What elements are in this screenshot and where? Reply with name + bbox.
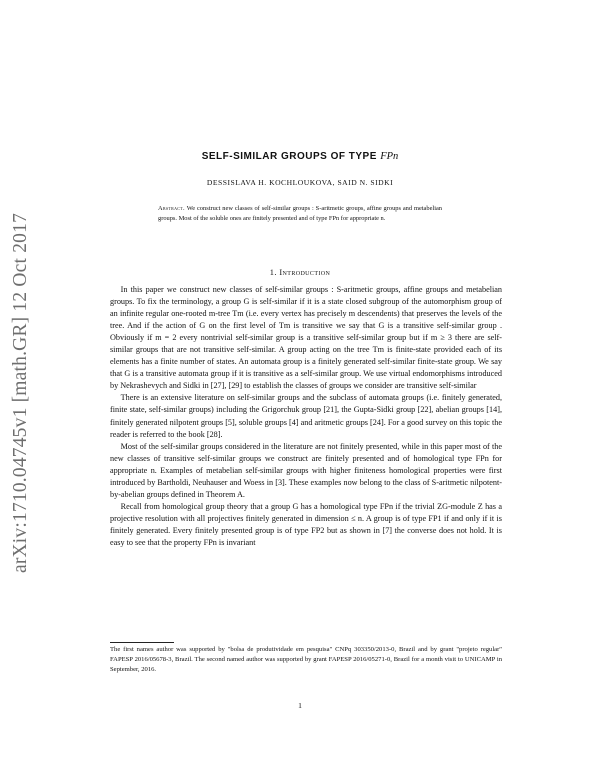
paragraph: In this paper we construct new classes of self-similar groups : S-aritmetic groups, affine groups and metabelian groups. To fix the terminology, a group G is self-similar if it is a state closed subgroup of the automorphism group of an infinite regular one-rooted m-tree Tm (i.e. every vertex has precisely m descendents) that preserves the levels of the tree. And if the action of G on the first level of Tm is transitive we say that G is a transitive self-similar group . Obviously if m = 2 every nontrivial self-similar group is a transitive self-similar group but if m ≥ 3 there are self-similar groups that are not transitive self-similar. A group acting on the tree Tm is finite-state provided each of its elements has a finite number of states. An automata group is a finitely generated self-similar finite-state group. We say that G is a transitive automata group if it is transitive as a self-similar group. We use virtual endomorphisms introduced by Nekrashevych and Sidki in [27], [29] to establish the classes of groups we consider are transitive self-similar xyxy=(110,285,502,391)
paper-authors: DESSISLAVA H. KOCHLOUKOVA, SAID N. SIDKI xyxy=(206,178,394,187)
abstract-text: We construct new classes of self-similar groups : S-aritmetic groups, affine groups and metabelian groups. Most of the soluble ones are finitely presented and of type FPn for appropriate n. xyxy=(158,205,443,222)
footnote: The first names author was supported by "bolsa de produtividade em pesquisa" CNPq 303350/2013-0, Brazil and by grant "projeto regular" FAPESP 2016/05678-3, Brazil. The second named author was supported by grant FAPESP 2016/05271-0, Brazil for a month visit to UNICAMP in September, 2016. xyxy=(110,646,502,674)
body-text xyxy=(110,284,502,549)
paragraph: Recall from homological group theory that a group G has a homological type FPn if the trivial ZG-module Z has a projective resolution with all projectives finitely generated in dimension ≤ n. A group is of type FP1 if and only if it is finitely generated. Every finitely presented group is of type FP2 but as shown in [7] the converse does not hold. It is easy to see that the property FPn is invariant xyxy=(110,501,502,547)
paper-title-type: FPn xyxy=(380,151,399,162)
paper-title-main: SELF-SIMILAR GROUPS OF TYPE xyxy=(201,151,377,162)
abstract xyxy=(158,204,442,224)
arxiv-identifier-text: arXiv:1710.04745v1 [math.GR] 12 Oct 2017 xyxy=(10,212,32,574)
section-heading xyxy=(100,268,500,277)
paragraph: There is an extensive literature on self-similar groups and the subclass of automata groups (i.e. finitely generated, finite state, self-similar groups) including the Grigorchuk group [21], the Gupta-Sidki group [22], abelian groups [14], finitely generated nilpotent groups [5], soluble groups [4] and aritmetic groups [24]. For a good survey on this topic the reader is referred to the book [28]. xyxy=(110,393,502,439)
abstract-label: Abstract. xyxy=(158,205,185,212)
section-title: Introduction xyxy=(279,268,331,277)
arxiv-identifier-stamp xyxy=(4,178,38,608)
paragraph: Most of the self-similar groups considered in the literature are not finitely presented, while in this paper most of the new classes of transitive self-similar groups we construct are finitely presented and of homological type FPn for appropriate n. Examples of metabelian self-similar groups with higher finiteness homological properties were first introduced by Bartholdi, Neuhauser and Woess in [3]. These examples now belong to the class of S-aritmetic nilpotent-by-abelian groups defined in Theorem A. xyxy=(110,441,502,499)
page-number: 1 xyxy=(298,701,302,710)
section-number: 1. xyxy=(269,268,277,277)
paper-title xyxy=(100,151,500,162)
footnote-divider xyxy=(110,642,174,643)
